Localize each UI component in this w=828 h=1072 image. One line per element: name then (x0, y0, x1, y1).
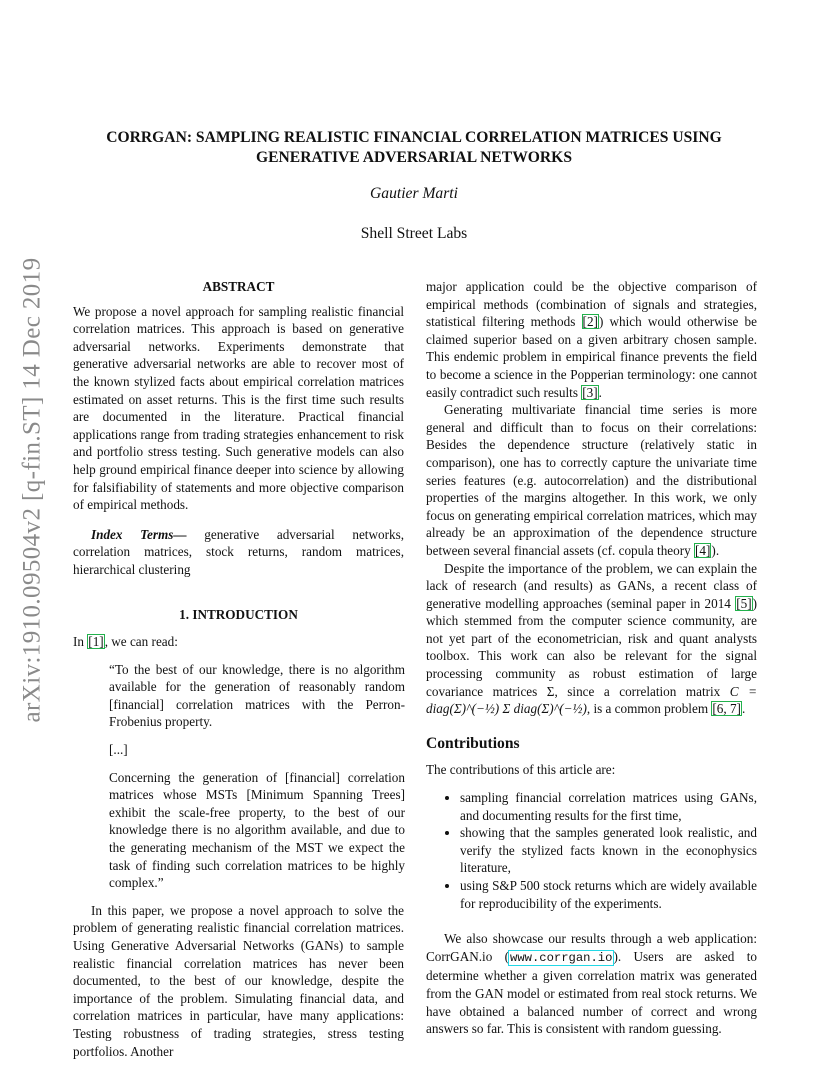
right-paragraph-3 (426, 560, 757, 718)
contributions-intro: The contributions of this article are: (426, 762, 616, 778)
corrgan-url-link[interactable]: www.corrgan.io (510, 950, 613, 965)
arxiv-sidebar (12, 257, 52, 723)
author-name: Gautier Marti (370, 185, 458, 202)
quote-part-2: Concerning the generation of [financial] correlation matrices whose MSTs [Minimum Spanning Trees] exhibit the scale-free property, to the best of our knowledge there is no algorithm available, and due to the generating mechanism of the MST we expect the task of finding such correlation matrices to be highly complex.” (109, 769, 405, 891)
left-column (73, 278, 404, 1060)
correlation-formula: C = diag(Σ)^(−½) Σ diag(Σ)^(−½) (426, 683, 757, 717)
p3-text-end: . (741, 701, 746, 717)
showcase-paragraph (426, 930, 757, 1038)
showcase-text-end: ). Users are asked to determine whether a given correlation matrix was generated from the GAN model or estimated from real stock returns. We have obtained a balanced number of correct and wrong answers so far. This is consistent with random guessing. (426, 948, 757, 1037)
intro-paragraph: In this paper, we propose a novel approach to solve the problem of generating realistic financial correlation matrices. Using Generative Adversarial Networks (GANs) to sample realistic financial correlation matrices has never been documented, to the best of our knowledge, despite the importance of the problem. Simulating financial data, and correlation matrices in particular, have many applications: Testing robustness of trading strategies, stress testing portfolios. Another (73, 902, 404, 1059)
p1-text-end: . (598, 384, 602, 400)
citation-link-5[interactable]: [5] (736, 595, 752, 611)
right-column (426, 278, 757, 1038)
introduction-heading: 1. INTRODUCTION (179, 606, 298, 622)
p2-text-end: ). (711, 542, 720, 558)
citation-link-4[interactable]: [4] (695, 542, 711, 558)
right-paragraph-1 (426, 278, 757, 401)
p2-text: Generating multivariate financial time series is more general and difficult than to focus on their correlations: Besides the dependence structure (relatively static in comparison), one has to correctly capture the univariate time series features (e.g. autocorrelation) and the distributional properties of the margins altogether. In this work, we only focus on generating empirical correlation matrices, which may already be an approximation of the dependence structure between several financial assets (cf. copula theory (426, 402, 757, 558)
quote-ellipsis: [...] (109, 742, 128, 758)
citation-link-6-7[interactable]: [6, 7] (712, 701, 741, 717)
contributions-list (426, 789, 757, 912)
p3-text-post: , is a common problem (586, 701, 712, 717)
right-paragraph-2 (426, 401, 757, 559)
abstract-text: We propose a novel approach for sampling realistic financial correlation matrices. This approach is based on generative adversarial networks. Experiments demonstrate that generative adversarial networks are able to recover most of the known stylized facts about empirical correlation matrices estimated on asset returns. This is the first time such results are documented in the literature. Practical financial applications range from trading strategies enhancement to risk and portfolio stress testing. Such generative models can also help ground empirical finance deeper into science by allowing for falsifiability of statements and more objective comparison of empirical methods. (73, 303, 404, 513)
quote-part-1: “To the best of our knowledge, there is no algorithm available for the generation of reasonably random [financial] correlation matrices with the Perron-Frobenius property. (109, 661, 405, 730)
list-item: • sampling financial correlation matrices using GANs, and documenting results for the first time, (460, 789, 757, 824)
index-terms-text: generative adversarial networks, correlation matrices, stock returns, random matrices, hierarchical clustering (73, 526, 404, 577)
showcase-text: We also showcase our results through a web application: CorrGAN.io ( (426, 931, 757, 964)
index-terms (73, 526, 404, 579)
intro-lead (73, 633, 404, 651)
affiliation: Shell Street Labs (360, 225, 468, 242)
intro-lead-text-end: , we can read: (104, 634, 178, 650)
citation-link-2[interactable]: [2] (582, 314, 598, 330)
citation-link-3[interactable]: [3] (582, 384, 598, 400)
paper-title: CORRGAN: SAMPLING REALISTIC FINANCIAL CORRELATION MATRICES USING GENERATIVE ADVERSARIAL NETWORKS (106, 129, 722, 166)
index-terms-label: Index Terms— (91, 526, 187, 542)
list-item: • showing that the samples generated look realistic, and verify the stylized facts known in the econophysics literature, (460, 824, 757, 877)
citation-link-1[interactable]: [1] (88, 634, 104, 650)
p1-text-mid: ) which would otherwise be claimed superior based on a given arbitrary chosen sample. This endemic problem in empirical finance prevents the field to become a science in the Popperian terminology: one cannot easily contradict such results (426, 314, 757, 400)
p3-text-mid: ) which stemmed from the computer science community, are not yet part of the econometrician, risk and quant analysts toolbox. This work can also be relevant for the signal processing community as robust estimation of large covariance matrices Σ, since a correlation matrix (426, 595, 757, 699)
arxiv-identifier: arXiv:1910.09504v2 [q-fin.ST] 14 Dec 2019 (18, 257, 45, 723)
contributions-heading: Contributions (426, 734, 520, 752)
list-item: • using S&P 500 stock returns which are widely available for reproducibility of the experiments. (460, 877, 757, 912)
abstract-heading: ABSTRACT (202, 279, 275, 294)
intro-lead-text: In (73, 634, 88, 650)
p1-text: major application could be the objective comparison of empirical methods (combination of signals and strategies, statistical filtering methods (426, 279, 757, 330)
p3-text: Despite the importance of the problem, we can explain the lack of research (and results) as GANs, a recent class of generative modelling approaches (seminal paper in 2014 (426, 560, 757, 611)
quote-block (109, 661, 405, 892)
